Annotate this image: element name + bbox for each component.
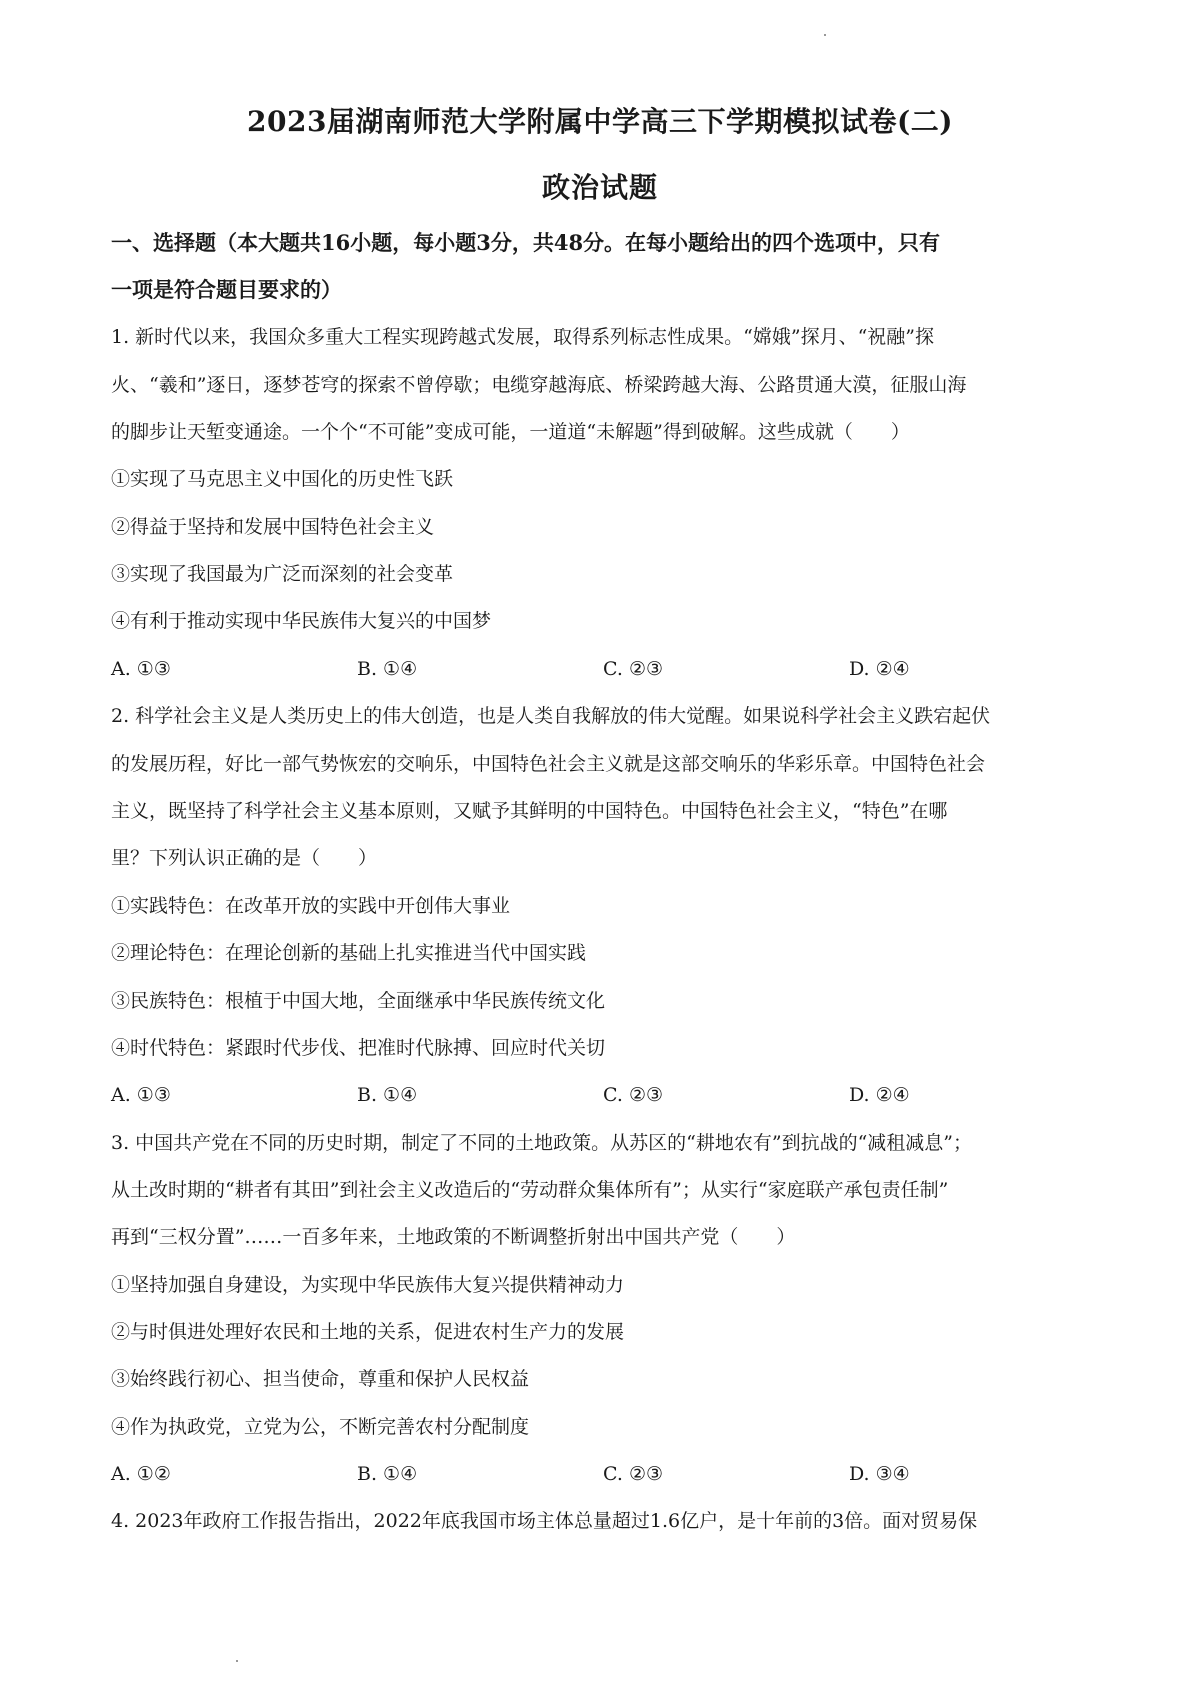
question-1-stem-line-1: 1. 新时代以来，我国众多重大工程实现跨越式发展，取得系列标志性成果。“嫦娥”探月、“祝融”探 — [111, 326, 935, 348]
question-2-item-4: ④时代特色：紧跟时代步伐、把准时代脉搏、回应时代关切 — [111, 1037, 606, 1059]
exam-title: 2023届湖南师范大学附属中学高三下学期模拟试卷(二) — [247, 105, 953, 138]
question-3-option-c: C. ②③ — [603, 1463, 664, 1485]
section-heading-line-1: 一、选择题（本大题共16小题，每小题3分，共48分。在每小题给出的四个选项中，只有 — [111, 230, 941, 255]
question-2-stem-line-2: 的发展历程，好比一部气势恢宏的交响乐，中国特色社会主义就是这部交响乐的华彩乐章。中国特色社会 — [111, 753, 986, 775]
question-2-item-1: ①实践特色：在改革开放的实践中开创伟大事业 — [111, 895, 511, 917]
question-1-item-2: ②得益于坚持和发展中国特色社会主义 — [111, 516, 435, 538]
question-2-option-a: A. ①③ — [111, 1084, 171, 1106]
question-3-option-d: D. ③④ — [849, 1463, 910, 1485]
question-1-option-a: A. ①③ — [111, 658, 171, 680]
question-1-option-d: D. ②④ — [849, 658, 910, 680]
question-3-item-2: ②与时俱进处理好农民和土地的关系，促进农村生产力的发展 — [111, 1321, 625, 1343]
question-1-item-4: ④有利于推动实现中华民族伟大复兴的中国梦 — [111, 610, 492, 632]
scan-speck — [824, 34, 826, 36]
question-3-option-b: B. ①④ — [357, 1463, 418, 1485]
section-heading-line-2: 一项是符合题目要求的） — [111, 277, 342, 302]
question-2-option-b: B. ①④ — [357, 1084, 418, 1106]
question-1-item-3: ③实现了我国最为广泛而深刻的社会变革 — [111, 563, 454, 585]
question-3-option-a: A. ①② — [111, 1463, 171, 1485]
question-1-item-1: ①实现了马克思主义中国化的历史性飞跃 — [111, 468, 454, 490]
question-2-stem-line-4: 里？下列认识正确的是（ ） — [111, 847, 378, 869]
question-2-option-d: D. ②④ — [849, 1084, 910, 1106]
question-2-item-2: ②理论特色：在理论创新的基础上扎实推进当代中国实践 — [111, 942, 587, 964]
question-2-stem-line-3: 主义，既坚持了科学社会主义基本原则，又赋予其鲜明的中国特色。中国特色社会主义，“特色”在哪 — [111, 800, 948, 822]
exam-subject-title: 政治试题 — [541, 171, 658, 204]
question-1-option-b: B. ①④ — [357, 658, 418, 680]
question-3-item-3: ③始终践行初心、担当使命，尊重和保护人民权益 — [111, 1368, 530, 1390]
question-1-option-c: C. ②③ — [603, 658, 664, 680]
question-3-item-4: ④作为执政党，立党为公，不断完善农村分配制度 — [111, 1416, 530, 1438]
question-3-item-1: ①坚持加强自身建设，为实现中华民族伟大复兴提供精神动力 — [111, 1274, 625, 1296]
question-1-stem-line-3: 的脚步让天堑变通途。一个个“不可能”变成可能，一道道“未解题”得到破解。这些成就（ ） — [111, 421, 910, 443]
question-1-stem-line-2: 火、“羲和”逐日，逐梦苍穹的探索不曾停歇；电缆穿越海底、桥梁跨越大海、公路贯通大漠，征服山海 — [111, 374, 967, 396]
question-3-stem-line-3: 再到“三权分置”……一百多年来，土地政策的不断调整折射出中国共产党（ ） — [111, 1226, 796, 1248]
question-3-stem-line-1: 3. 中国共产党在不同的历史时期，制定了不同的土地政策。从苏区的“耕地农有”到抗战的“减租减息”； — [111, 1132, 973, 1154]
scan-speck — [236, 1660, 238, 1662]
question-4-stem-line-1: 4. 2023年政府工作报告指出，2022年底我国市场主体总量超过1.6亿户，是十年前的3倍。面对贸易保 — [111, 1510, 978, 1532]
question-2-item-3: ③民族特色：根植于中国大地，全面继承中华民族传统文化 — [111, 990, 606, 1012]
question-3-stem-line-2: 从土改时期的“耕者有其田”到社会主义改造后的“劳动群众集体所有”；从实行“家庭联产承包责任制” — [111, 1179, 949, 1201]
question-2-option-c: C. ②③ — [603, 1084, 664, 1106]
question-2-stem-line-1: 2. 科学社会主义是人类历史上的伟大创造，也是人类自我解放的伟大觉醒。如果说科学社会主义跌宕起伏 — [111, 705, 991, 727]
